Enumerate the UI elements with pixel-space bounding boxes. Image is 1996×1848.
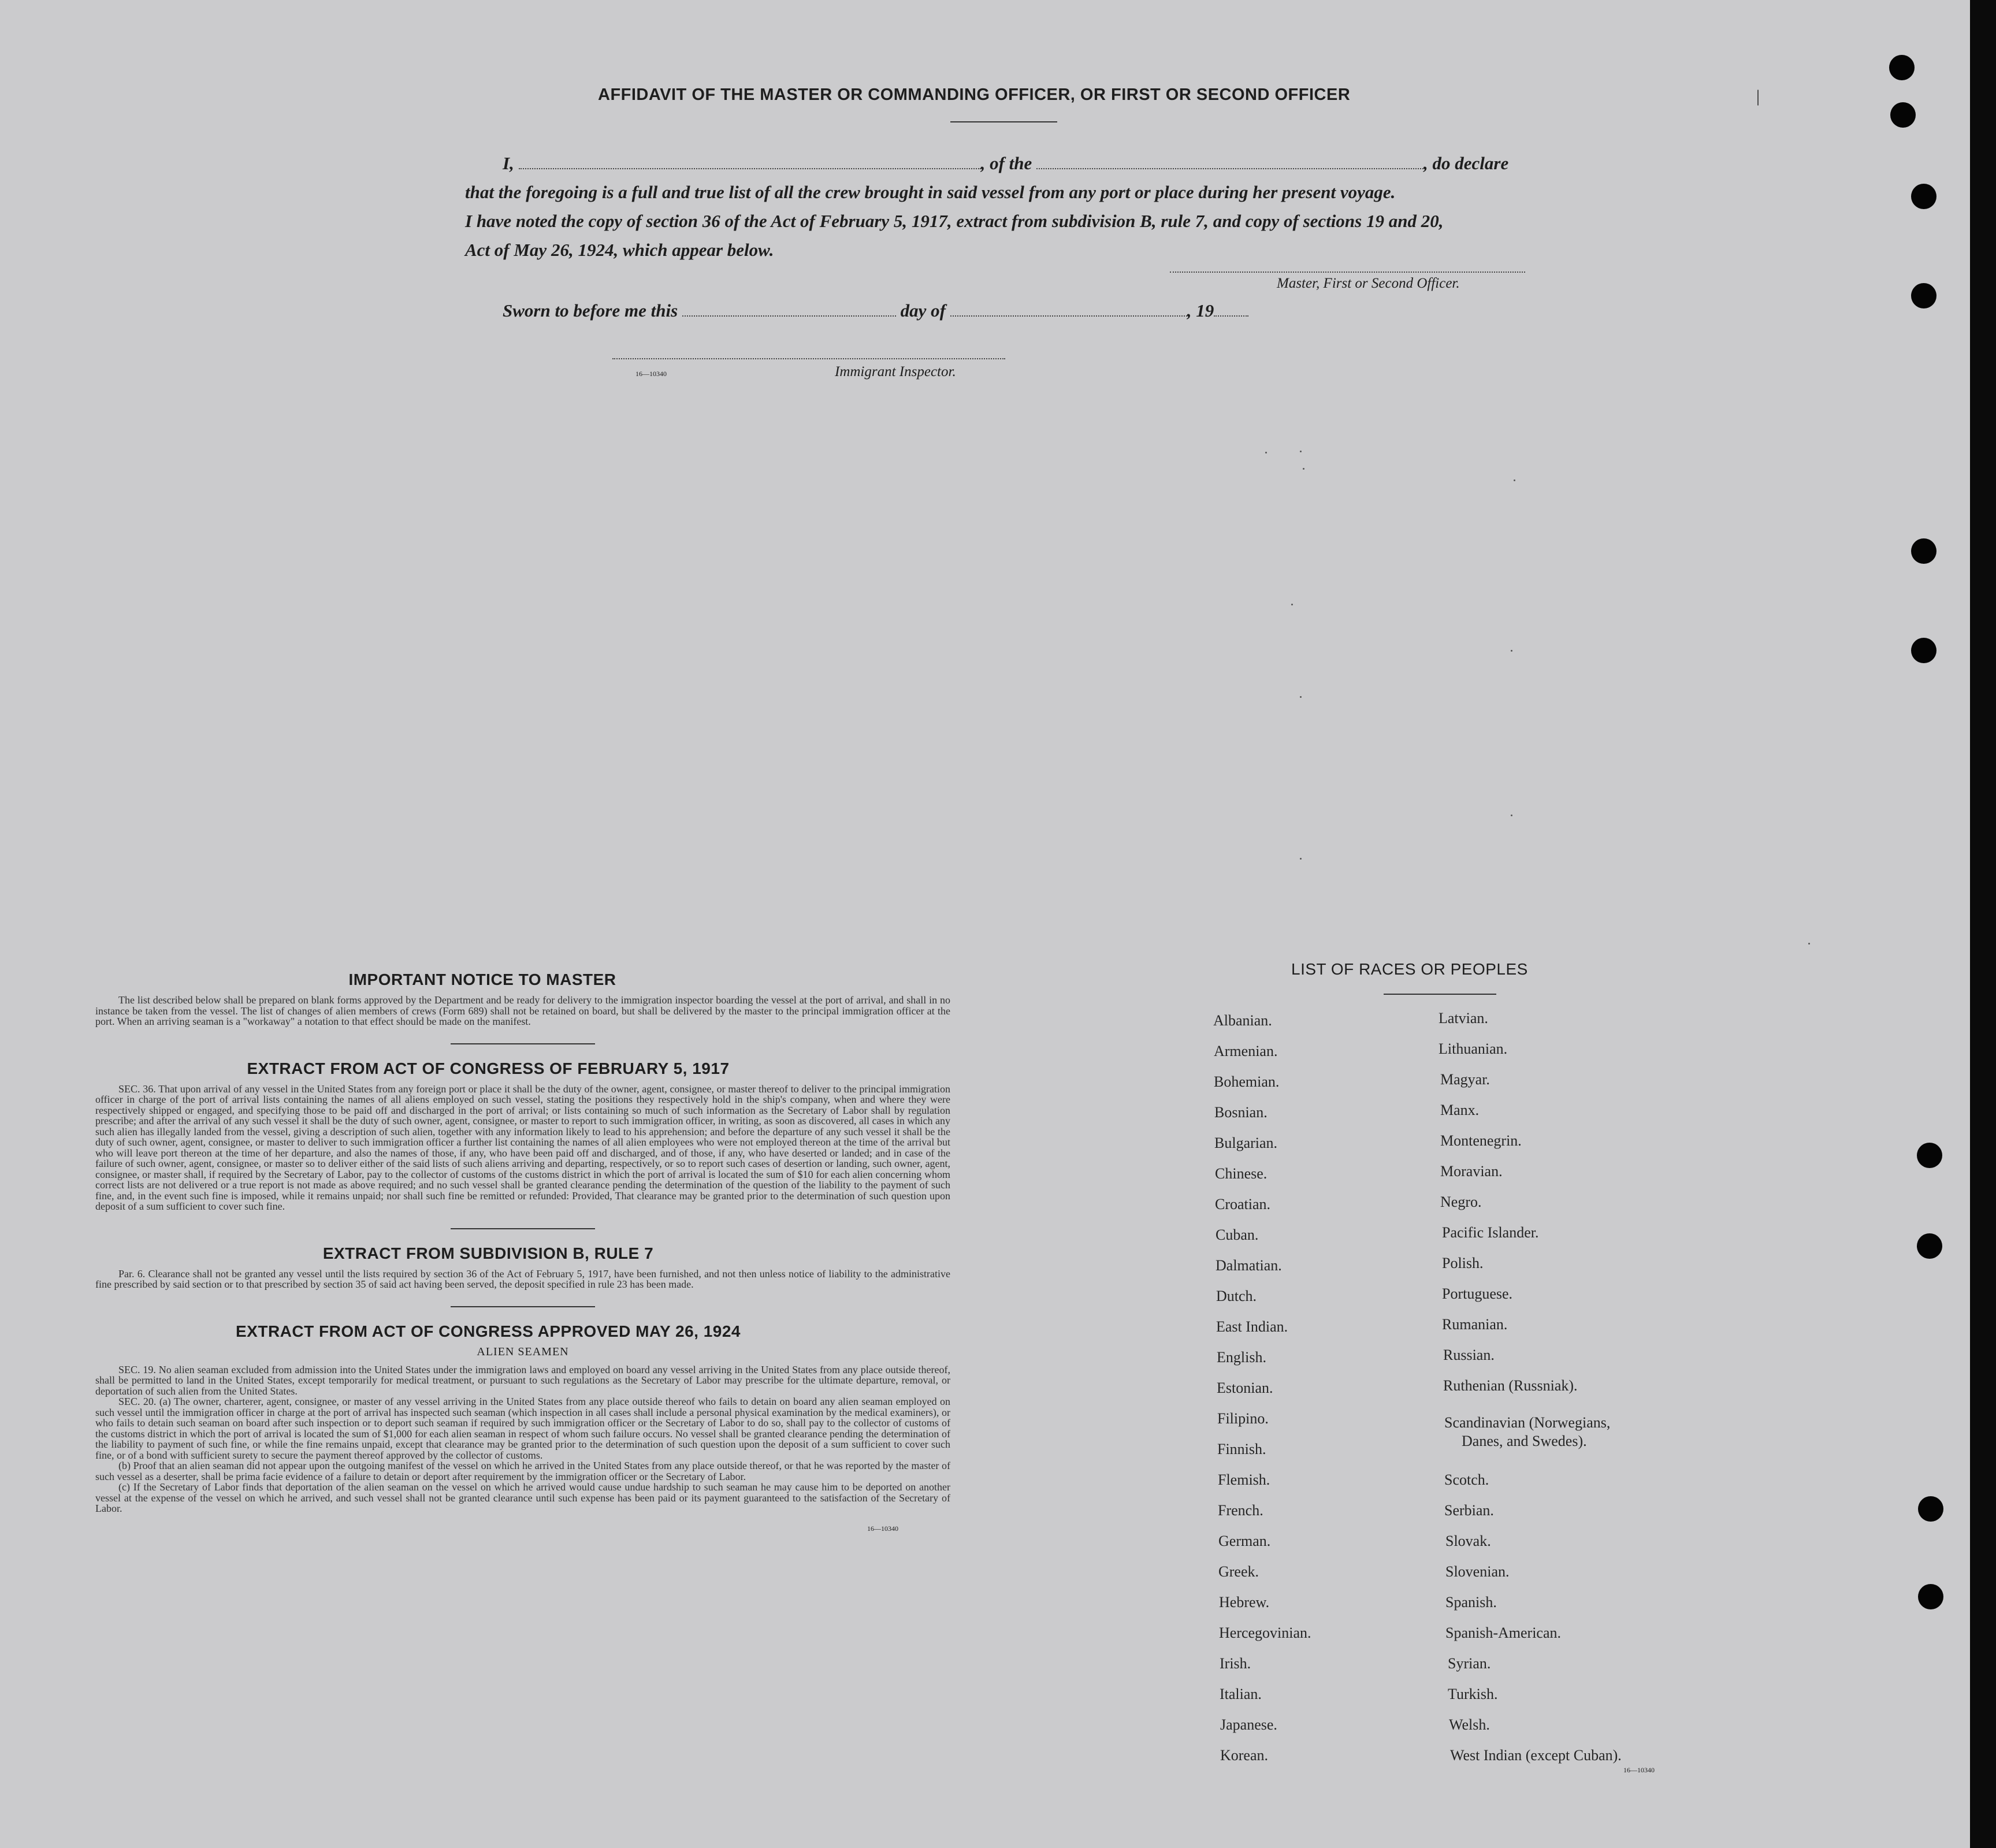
- race-item: Slovenian.: [1445, 1563, 1510, 1580]
- notice-column: [95, 971, 950, 1533]
- inspector-caption: Immigrant Inspector.: [835, 364, 956, 380]
- race-item: Cuban.: [1216, 1226, 1259, 1243]
- race-item: Croatian.: [1215, 1196, 1271, 1213]
- declaration: [465, 149, 1551, 265]
- race-item: Turkish.: [1448, 1686, 1498, 1702]
- binder-hole: [1917, 1143, 1942, 1168]
- race-item: Lithuanian.: [1439, 1040, 1508, 1057]
- paper-speck: [1291, 604, 1293, 605]
- binder-hole: [1889, 55, 1915, 80]
- declarant-prefix: I,: [503, 153, 514, 173]
- paper-speck: [1300, 451, 1302, 452]
- inspector-signature-line: [612, 358, 1005, 359]
- race-item: Pacific Islander.: [1442, 1224, 1539, 1241]
- affidavit-form-number: 16—10340: [635, 370, 667, 378]
- paper-speck: [1514, 479, 1515, 481]
- race-item: Armenian.: [1214, 1043, 1278, 1059]
- extract-1917-body: SEC. 36. That upon arrival of any vessel in the United States from any foreign port or place it shall be the duty of the owner, agent, consignee, or master thereof to deliver to the principal immigration officer in charge of the port of arrival lists containing the names of all aliens employed on such vessel, stating the positions they respectively hold in the ship's company, when and where they were respectively shipped or engaged, and specifying those to be paid off and discharged in the port of arrival; or lists containing so much of such information as the Secretary of Labor shall by regulation prescribe; and after the arrival of any such vessel it shall be the duty of such owner, agent, consignee, or master to report to such immigration officer, in writing, as soon as discovered, all cases in which any such alien has illegally landed from the vessel, giving a description of such alien, together with any information likely to lead to his apprehension; and before the departure of any such vessel it shall be the duty of such owner, agent, consignee, or master to deliver to such immigration officer a further list containing the names of all alien employees who were not employed thereon at the time of the arrival but who will leave port thereon at the time of her departure, and also the names of those, if any, who have been paid off and discharged, and of those, if any, who have deserted or landed; and in case of the failure of such owner, agent, consignee, or master so to deliver either of the said lists of such aliens arriving and departing, respectively, or so to report such cases of desertion or landing, such owner, agent, consignee, or master shall, if required by the Secretary of Labor, pay to the collector of customs of the customs district in which the port of arrival is located the sum of $10 for each alien concerning whom correct lists are not delivered or a true report is not made as above required; and no such vessel shall be granted clearance pending the determination of the question of the liability to the payment of such fine, and, in the event such fine is imposed, while it remains unpaid; nor shall such fine be remitted or refunded: Provided, That clearance may be granted prior to the determination of such question upon deposit of a sum sufficient to cover such fine.: [95, 1083, 950, 1212]
- race-item: Negro.: [1440, 1193, 1482, 1210]
- section-separator: [451, 1043, 595, 1044]
- race-item: Danes, and Swedes).: [1462, 1433, 1587, 1449]
- race-item: Finnish.: [1217, 1441, 1266, 1457]
- notice-form-number: 16—10340: [867, 1524, 898, 1533]
- binder-hole: [1918, 1584, 1943, 1609]
- race-item: Spanish.: [1445, 1594, 1497, 1611]
- race-item: Bosnian.: [1214, 1104, 1268, 1121]
- race-item: Portuguese.: [1442, 1285, 1513, 1302]
- sworn-day-blank: [682, 313, 896, 317]
- vessel-name-blank: [1036, 166, 1423, 169]
- declaration-line-4: Act of May 26, 1924, which appear below.: [465, 240, 774, 260]
- race-item: Filipino.: [1217, 1410, 1269, 1427]
- race-item: French.: [1218, 1502, 1263, 1519]
- race-item: Welsh.: [1449, 1716, 1490, 1733]
- race-item: Montenegrin.: [1440, 1132, 1522, 1149]
- declaration-line-2: that the foregoing is a full and true list of all the crew brought in said vessel from any port or place during her present voyage.: [465, 182, 1396, 202]
- race-item: Dutch.: [1216, 1288, 1257, 1304]
- declaration-line-1: [465, 149, 1551, 178]
- extract-rule7-text: [95, 1269, 950, 1290]
- race-item: German.: [1218, 1533, 1271, 1549]
- sec19-body: SEC. 19. No alien seaman excluded from admission into the United States under the immigration laws and employed on board any vessel arriving in the United States from any place outside thereof, shall be permitted to land in the United States, except temporarily for medical treatment, or pursuant to such regulations as the Secretary of Labor may prescribe for the ultimate departure, removal, or deportation of such alien from the United States.: [95, 1363, 950, 1397]
- race-item: Hercegovinian.: [1219, 1624, 1311, 1641]
- section-separator: [451, 1228, 595, 1229]
- races-form-number: 16—10340: [1623, 1766, 1655, 1774]
- sec20c-body: (c) If the Secretary of Labor finds that deportation of the alien seaman on the vessel on which he arrived would cause undue hardship to such seaman he may cause him to be deported on another vessel at the expense of the vessel on which he arrived, and such vessel shall not be granted clearance until such expense has been paid or its payment guaranteed to the satisfaction of the Secretary of Labor.: [95, 1481, 950, 1514]
- race-item: Manx.: [1440, 1102, 1480, 1118]
- sworn-prefix: Sworn to before me this: [503, 300, 678, 321]
- sworn-month-blank: [950, 313, 1187, 317]
- declarant-name-blank: [519, 166, 981, 169]
- race-item: Albanian.: [1213, 1012, 1272, 1029]
- paper-speck: [1265, 452, 1267, 453]
- master-signature-caption: Master, First or Second Officer.: [1277, 276, 1460, 291]
- vessel-prefix: , of the: [980, 153, 1032, 173]
- year-prefix: , 19: [1187, 300, 1214, 321]
- race-item: Estonian.: [1217, 1380, 1273, 1396]
- race-item: Bohemian.: [1214, 1073, 1280, 1090]
- race-item: Dalmatian.: [1216, 1257, 1282, 1274]
- binder-hole: [1890, 102, 1916, 128]
- race-item: Russian.: [1443, 1347, 1495, 1363]
- race-item: Bulgarian.: [1214, 1135, 1278, 1151]
- notice-header: IMPORTANT NOTICE TO MASTER: [348, 971, 616, 988]
- binder-hole: [1911, 184, 1936, 209]
- races-title: LIST OF RACES OR PEOPLES: [1291, 960, 1528, 978]
- race-item: Magyar.: [1440, 1071, 1490, 1088]
- paper-speck: [1303, 468, 1304, 470]
- race-item: Japanese.: [1220, 1716, 1277, 1733]
- sec20b-body: (b) Proof that an alien seaman did not appear upon the outgoing manifest of the vessel on which he arrived in the United States from any place outside thereof, or that he was reported by the master of such vessel as a deserter, shall be prima facie evidence of a failure to detain or deport after requirement by the immigration officer or the Secretary of Labor.: [95, 1460, 950, 1482]
- section-separator: [451, 1306, 595, 1307]
- binder-hole: [1917, 1233, 1942, 1259]
- sec20a-body: SEC. 20. (a) The owner, charterer, agent, consignee, or master of any vessel arriving in the United States from any place outside thereof who fails to detain on board any alien seaman employed on such vessel until the immigration officer in charge at the port of arrival has inspected such seaman (which inspection in all cases shall include a personal physical examination by the medical examiners), or who fails to detain such seaman on board after such inspection or to deport such seaman if required by such immigration officer or the Secretary of Labor to do so, shall pay to the collector of customs of the customs district in which the port of arrival is located the sum of $1,000 for each alien seaman in respect of whom such failure occurs. No vessel shall be granted clearance pending the determination of the liability to payment of such fine, or while the fine remains unpaid, except that clearance may be granted prior to the determination of such question upon the deposit of a sum sufficient to cover such fine, or of a bond with sufficient surety to secure the payment thereof approved by the collector of customs.: [95, 1396, 950, 1461]
- race-item: Irish.: [1220, 1655, 1251, 1672]
- extract-1924-header: EXTRACT FROM ACT OF CONGRESS APPROVED MAY 26, 1924: [236, 1322, 741, 1340]
- binder-hole: [1911, 283, 1936, 308]
- extract-rule7-body: Par. 6. Clearance shall not be granted any vessel until the lists required by section 36 of the Act of February 5, 1917, have been furnished, and not then unless notice of liability to the administrative fine prescribed by said section or to that prescribed by section 35 of said act having been served, the deposit specified in rule 23 has been made.: [95, 1267, 950, 1290]
- race-item: Moravian.: [1440, 1163, 1503, 1180]
- race-item: Hebrew.: [1219, 1594, 1270, 1611]
- race-item: East Indian.: [1216, 1318, 1288, 1335]
- paper-speck: [1300, 696, 1302, 698]
- sec20b-text: [95, 1460, 950, 1482]
- race-item: English.: [1217, 1349, 1266, 1366]
- race-item: West Indian (except Cuban).: [1450, 1747, 1622, 1764]
- notice-text-body: The list described below shall be prepared on blank forms approved by the Department and be ready for delivery to the immigration inspector boarding the vessel at the port of arrival, and shall in no instance be taken from the vessel. The list of changes of alien members of crews (Form 689) shall not be retained on board, but shall be delivered by the master to the principal immigration officer at the port. When an arriving seaman is a "workaway" a notation to that effect should be made on the manifest.: [95, 994, 950, 1027]
- sec19-text: [95, 1364, 950, 1397]
- day-of-label: day of: [900, 300, 946, 321]
- affidavit-title: AFFIDAVIT OF THE MASTER OR COMMANDING OFFICER, OR FIRST OR SECOND OFFICER: [598, 85, 1351, 104]
- extract-1917-header: EXTRACT FROM ACT OF CONGRESS OF FEBRUARY 5, 1917: [247, 1059, 730, 1077]
- race-item: Polish.: [1442, 1255, 1484, 1271]
- race-item: Spanish-American.: [1445, 1624, 1562, 1641]
- paper-speck: [1808, 943, 1810, 945]
- race-item: Scotch.: [1444, 1471, 1489, 1488]
- extract-rule7-header: EXTRACT FROM SUBDIVISION B, RULE 7: [322, 1244, 654, 1262]
- race-item: Chinese.: [1215, 1165, 1268, 1182]
- master-signature-line: [1170, 272, 1525, 273]
- alien-seamen-subheader: ALIEN SEAMEN: [477, 1345, 569, 1358]
- binder-hole: [1911, 538, 1936, 564]
- declaration-line-3: I have noted the copy of section 36 of the Act of February 5, 1917, extract from subdivision B, rule 7, and copy of sections 19 and 20,: [465, 211, 1444, 231]
- race-item: Italian.: [1220, 1686, 1262, 1702]
- sworn-line: [503, 300, 1248, 321]
- extract-1917-text: [95, 1084, 950, 1212]
- paper-speck: [1511, 650, 1512, 652]
- binder-hole: [1911, 638, 1936, 663]
- binder-hole: [1918, 1496, 1943, 1522]
- race-item: Latvian.: [1439, 1010, 1488, 1027]
- race-item: Slovak.: [1445, 1533, 1491, 1549]
- race-item: Flemish.: [1218, 1471, 1270, 1488]
- races-title-rule: [1384, 994, 1496, 995]
- race-item: Ruthenian (Russniak).: [1443, 1377, 1578, 1394]
- paper-speck: [1300, 858, 1302, 860]
- race-item: Greek.: [1218, 1563, 1259, 1580]
- paper-speck: [1511, 815, 1512, 816]
- race-item: Serbian.: [1444, 1502, 1494, 1519]
- sec20c-text: [95, 1482, 950, 1514]
- title-rule: [950, 121, 1057, 122]
- race-item: Syrian.: [1448, 1655, 1491, 1672]
- race-item: Korean.: [1220, 1747, 1269, 1764]
- race-item: Rumanian.: [1442, 1316, 1508, 1333]
- sworn-year-blank: [1214, 313, 1248, 317]
- declare-suffix: , do declare: [1423, 153, 1509, 173]
- sec20a-text: [95, 1396, 950, 1460]
- notice-text: [95, 995, 950, 1027]
- race-item: Scandinavian (Norwegians,: [1444, 1414, 1611, 1431]
- page-mark: |: [1756, 87, 1760, 106]
